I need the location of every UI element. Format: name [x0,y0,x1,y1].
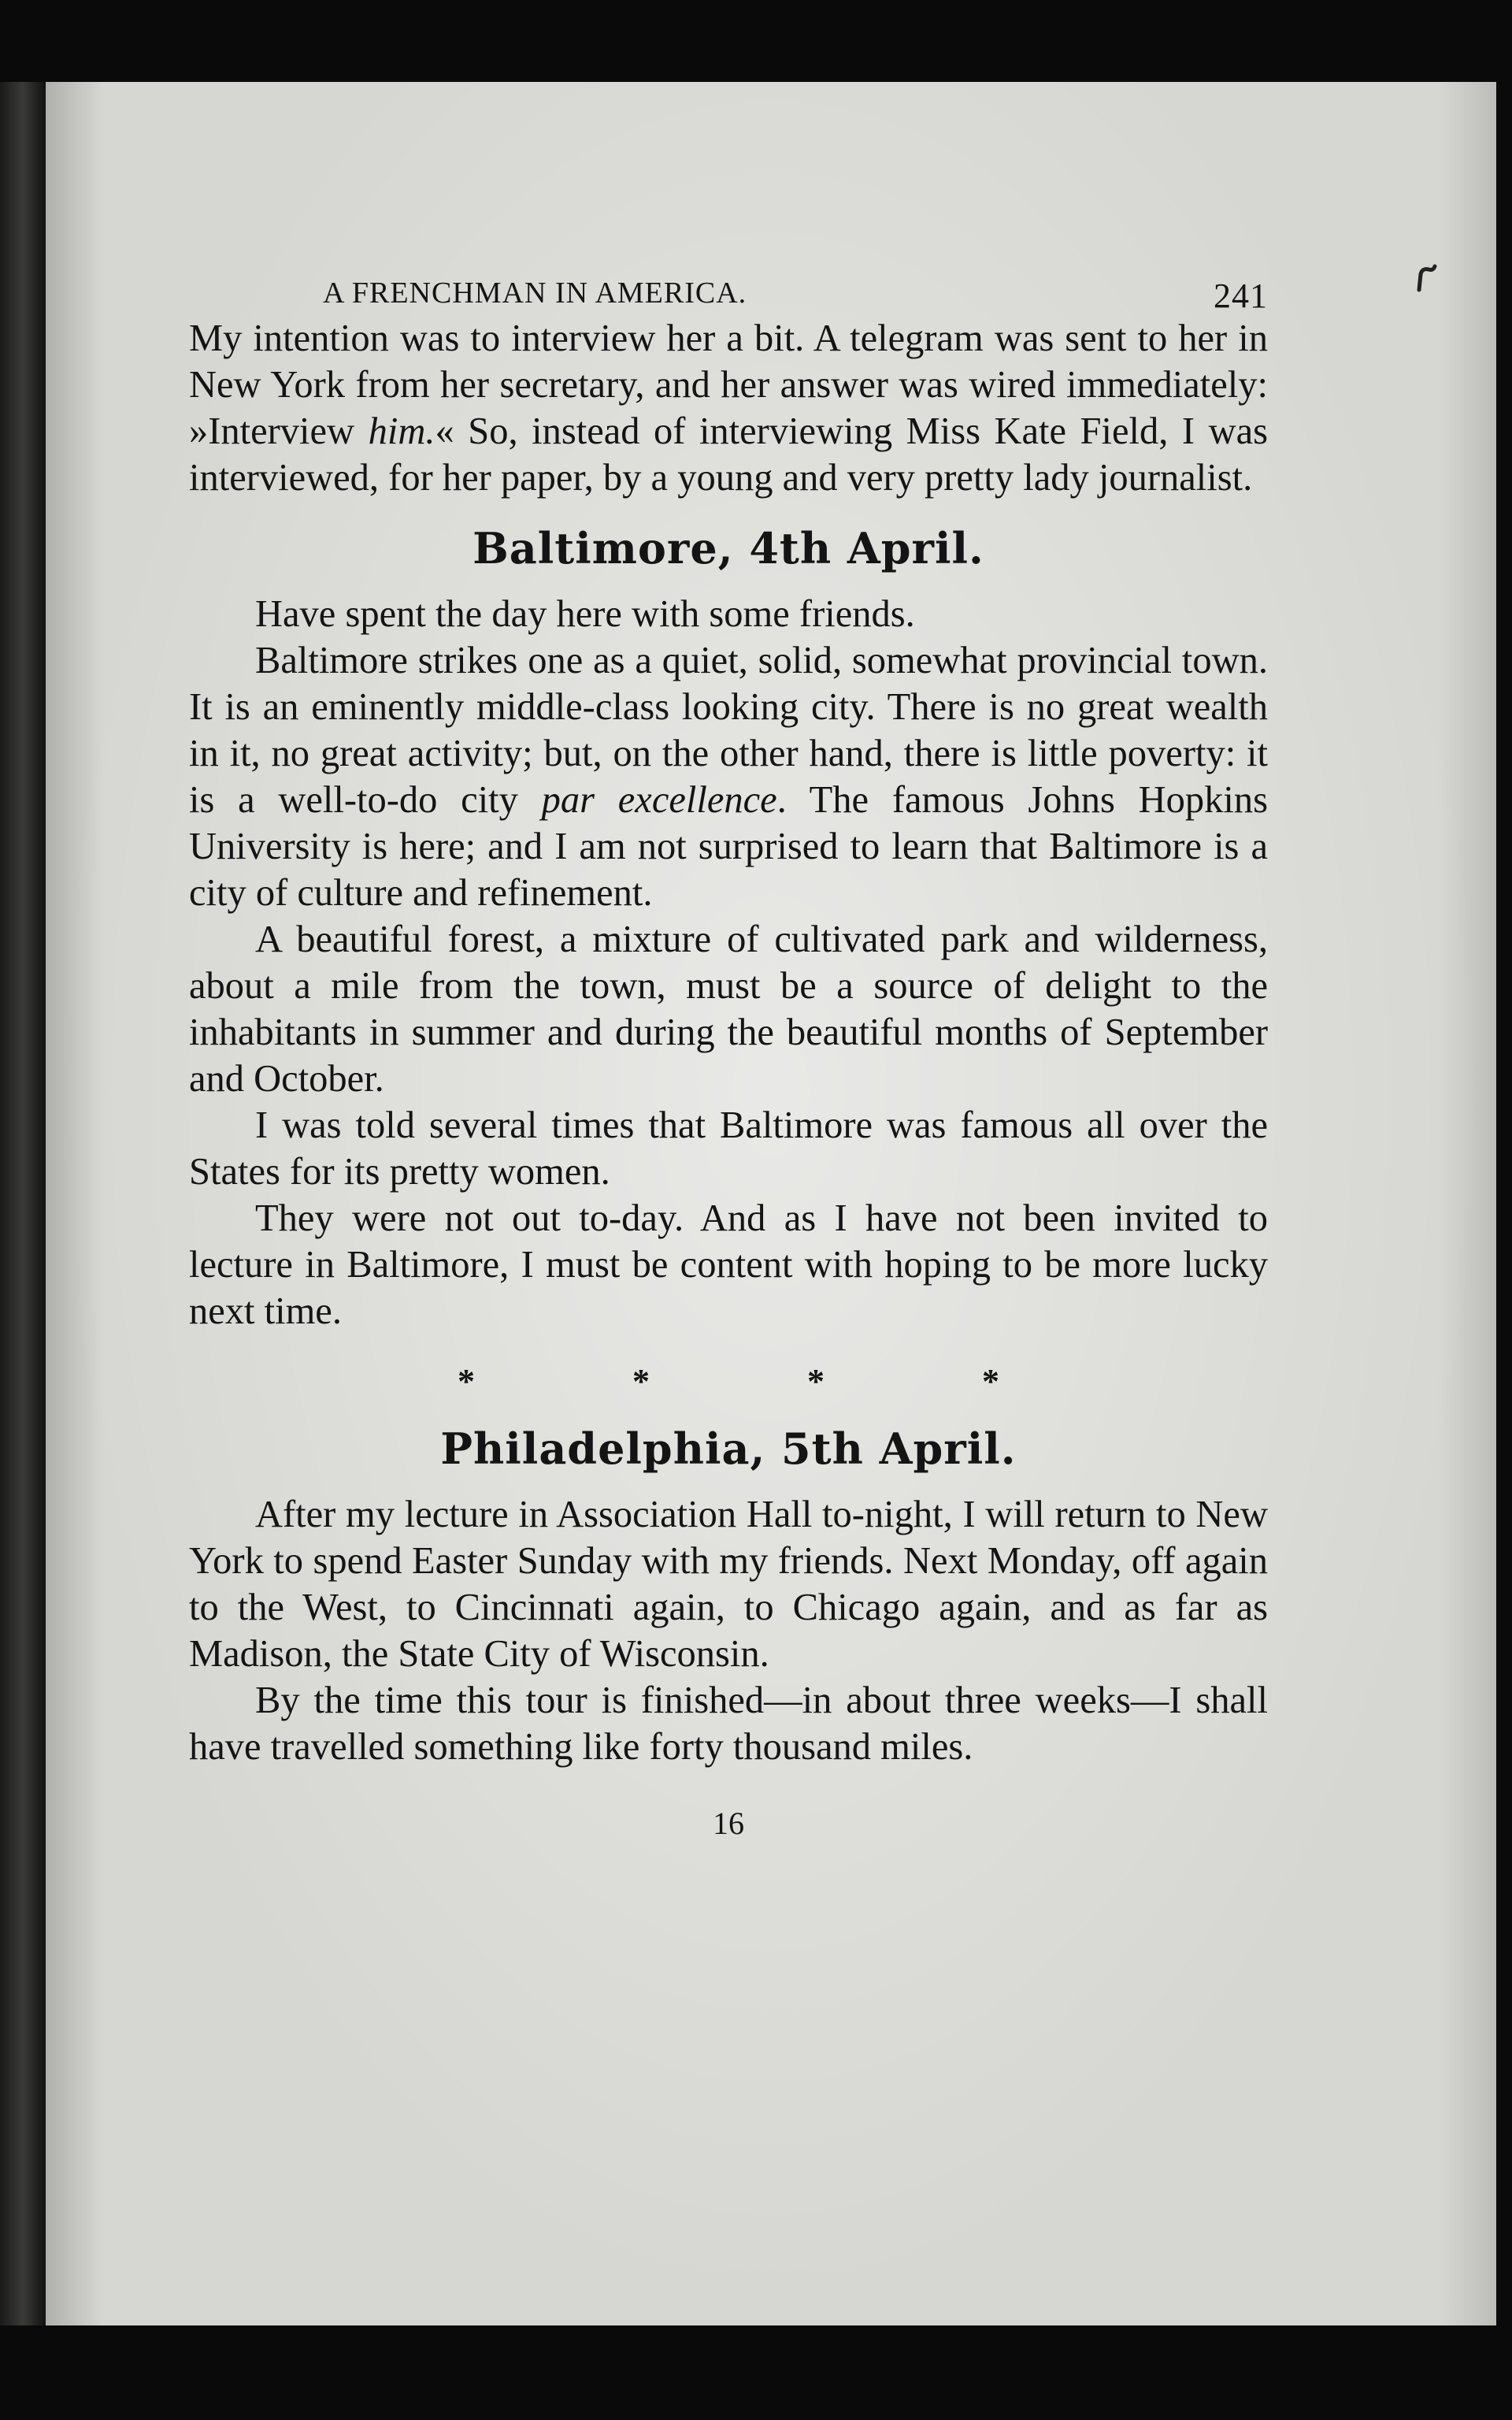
divider-star: * [982,1362,999,1401]
section-divider-stars [189,1361,1268,1401]
paragraph-intro [189,315,1268,501]
paragraph-spent-day: Have spent the day here with some friends. [255,593,915,635]
text-run: My intention was to interview her a bit. A telegram was sent to her in New York from her secretary, and her answer was wired immediately: »Interview [189,317,1268,452]
pencil-mark-icon [1413,263,1444,295]
section-heading-philadelphia: Philadelphia, 5th April. [440,1423,1017,1474]
paragraph-forest: A beautiful forest, a mixture of cultivated park and wilderness, about a mile from the town, must be a source of delight to the inhabitants in summer and during the beautiful months of September and October. [189,919,1268,1100]
text-run: Baltimore strikes one as a quiet, solid, somewhat provincial town. It is an eminently middle-class looking city. There is no great wealth in it, no great activity; but, on the other hand, there is little poverty: it is a well-to-do city [189,640,1268,821]
page-number: 241 [1214,277,1268,315]
italic-run: par excellence [541,779,777,821]
scan-bottom-border [0,2325,1512,2420]
paragraph-pretty-women: I was told several times that Baltimore was famous all over the States for its pretty women. [189,1104,1268,1193]
book-spine-edge [0,82,46,2366]
section-heading-baltimore: Baltimore, 4th April. [472,523,984,573]
divider-star: * [807,1362,825,1401]
text-run: . The famous Johns Hopkins University is here; and I am not surprised to learn that Baltimore is a city of culture and refinement. [189,779,1268,914]
text-column [189,260,1268,1842]
divider-star: * [632,1362,650,1401]
paragraph-lecture: After my lecture in Association Hall to-night, I will return to New York to spend Easter Sunday with my friends. Next Monday, off again to the West, to Cincinnati again, to Chicago again, and as far as Madison, the State City of Wisconsin. [189,1494,1268,1675]
paragraph-baltimore-description [189,637,1268,916]
paragraph-not-out: They were not out to-day. And as I have not been invited to lecture in Baltimore, I must be content with hoping to be more lucky next time. [189,1197,1268,1332]
divider-star: * [458,1362,475,1401]
signature-mark: 16 [713,1806,744,1841]
italic-run: him. [368,410,435,452]
text-run: « So, instead of interviewing Miss Kate Field, I was interviewed, for her paper, by a young and very pretty lady journalist. [189,410,1268,499]
paragraph-tour: By the time this tour is finished—in about three weeks—I shall have travelled something like forty thousand miles. [189,1680,1268,1768]
running-title: A FRENCHMAN IN AMERICA. [323,277,747,310]
running-head [189,260,1268,315]
